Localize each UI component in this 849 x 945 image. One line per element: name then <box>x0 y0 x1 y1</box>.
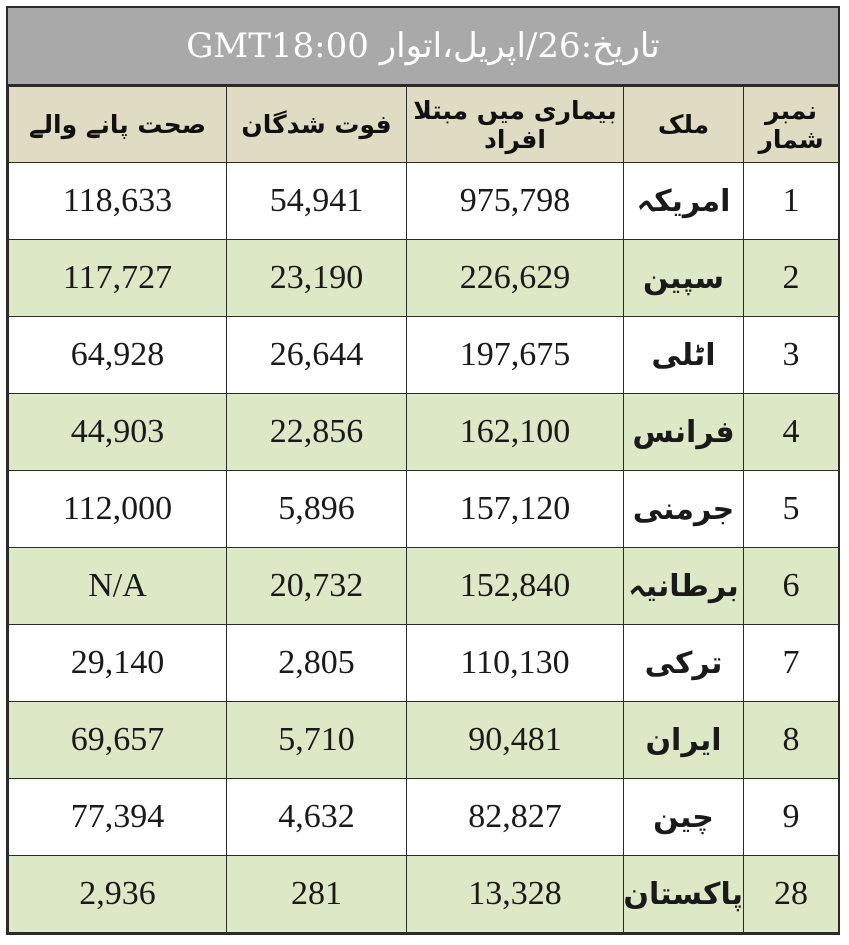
cell-deaths: 4,632 <box>227 779 407 856</box>
cell-infected: 13,328 <box>407 856 624 933</box>
cell-recovered: 118,633 <box>9 163 227 240</box>
table-row <box>9 240 839 317</box>
covid-stats-table <box>8 86 839 933</box>
cell-deaths: 20,732 <box>227 548 407 625</box>
cell-serial: 9 <box>744 779 839 856</box>
cell-serial: 6 <box>744 548 839 625</box>
cell-country: ترکی <box>624 625 744 702</box>
header-infected: بیماری میں مبتلا افراد <box>407 87 624 163</box>
header-recovered: صحت پانے والے <box>9 87 227 163</box>
covid-stats-table-frame <box>6 6 840 935</box>
cell-deaths: 2,805 <box>227 625 407 702</box>
cell-country: ایران <box>624 702 744 779</box>
cell-country: فرانس <box>624 394 744 471</box>
cell-infected: 82,827 <box>407 779 624 856</box>
table-row <box>9 702 839 779</box>
table-row <box>9 625 839 702</box>
cell-recovered: 69,657 <box>9 702 227 779</box>
cell-country: برطانیہ <box>624 548 744 625</box>
cell-recovered: 44,903 <box>9 394 227 471</box>
cell-recovered: 64,928 <box>9 317 227 394</box>
cell-deaths: 5,710 <box>227 702 407 779</box>
cell-country: سپین <box>624 240 744 317</box>
cell-recovered: 2,936 <box>9 856 227 933</box>
cell-recovered: N/A <box>9 548 227 625</box>
cell-infected: 226,629 <box>407 240 624 317</box>
cell-deaths: 5,896 <box>227 471 407 548</box>
cell-serial: 7 <box>744 625 839 702</box>
cell-infected: 162,100 <box>407 394 624 471</box>
cell-serial: 3 <box>744 317 839 394</box>
cell-deaths: 23,190 <box>227 240 407 317</box>
table-title: تاریخ:26/اپریل،اتوار GMT18:00 <box>8 8 838 86</box>
cell-serial: 4 <box>744 394 839 471</box>
cell-deaths: 26,644 <box>227 317 407 394</box>
cell-deaths: 54,941 <box>227 163 407 240</box>
cell-infected: 110,130 <box>407 625 624 702</box>
table-row <box>9 394 839 471</box>
cell-serial: 1 <box>744 163 839 240</box>
cell-serial: 28 <box>744 856 839 933</box>
cell-country: جرمنی <box>624 471 744 548</box>
cell-serial: 5 <box>744 471 839 548</box>
table-row <box>9 779 839 856</box>
cell-country: پاکستان <box>624 856 744 933</box>
cell-recovered: 112,000 <box>9 471 227 548</box>
header-serial: نمبر شمار <box>744 87 839 163</box>
cell-recovered: 29,140 <box>9 625 227 702</box>
cell-infected: 975,798 <box>407 163 624 240</box>
cell-country: چین <box>624 779 744 856</box>
cell-deaths: 281 <box>227 856 407 933</box>
cell-deaths: 22,856 <box>227 394 407 471</box>
table-row <box>9 163 839 240</box>
cell-serial: 8 <box>744 702 839 779</box>
cell-recovered: 117,727 <box>9 240 227 317</box>
cell-country: اٹلی <box>624 317 744 394</box>
table-row <box>9 317 839 394</box>
cell-infected: 157,120 <box>407 471 624 548</box>
table-row <box>9 471 839 548</box>
cell-infected: 152,840 <box>407 548 624 625</box>
cell-serial: 2 <box>744 240 839 317</box>
cell-infected: 197,675 <box>407 317 624 394</box>
cell-country: امریکہ <box>624 163 744 240</box>
table-row <box>9 548 839 625</box>
header-row <box>9 87 839 163</box>
header-country: ملک <box>624 87 744 163</box>
header-deaths: فوت شدگان <box>227 87 407 163</box>
cell-infected: 90,481 <box>407 702 624 779</box>
table-row <box>9 856 839 933</box>
cell-recovered: 77,394 <box>9 779 227 856</box>
